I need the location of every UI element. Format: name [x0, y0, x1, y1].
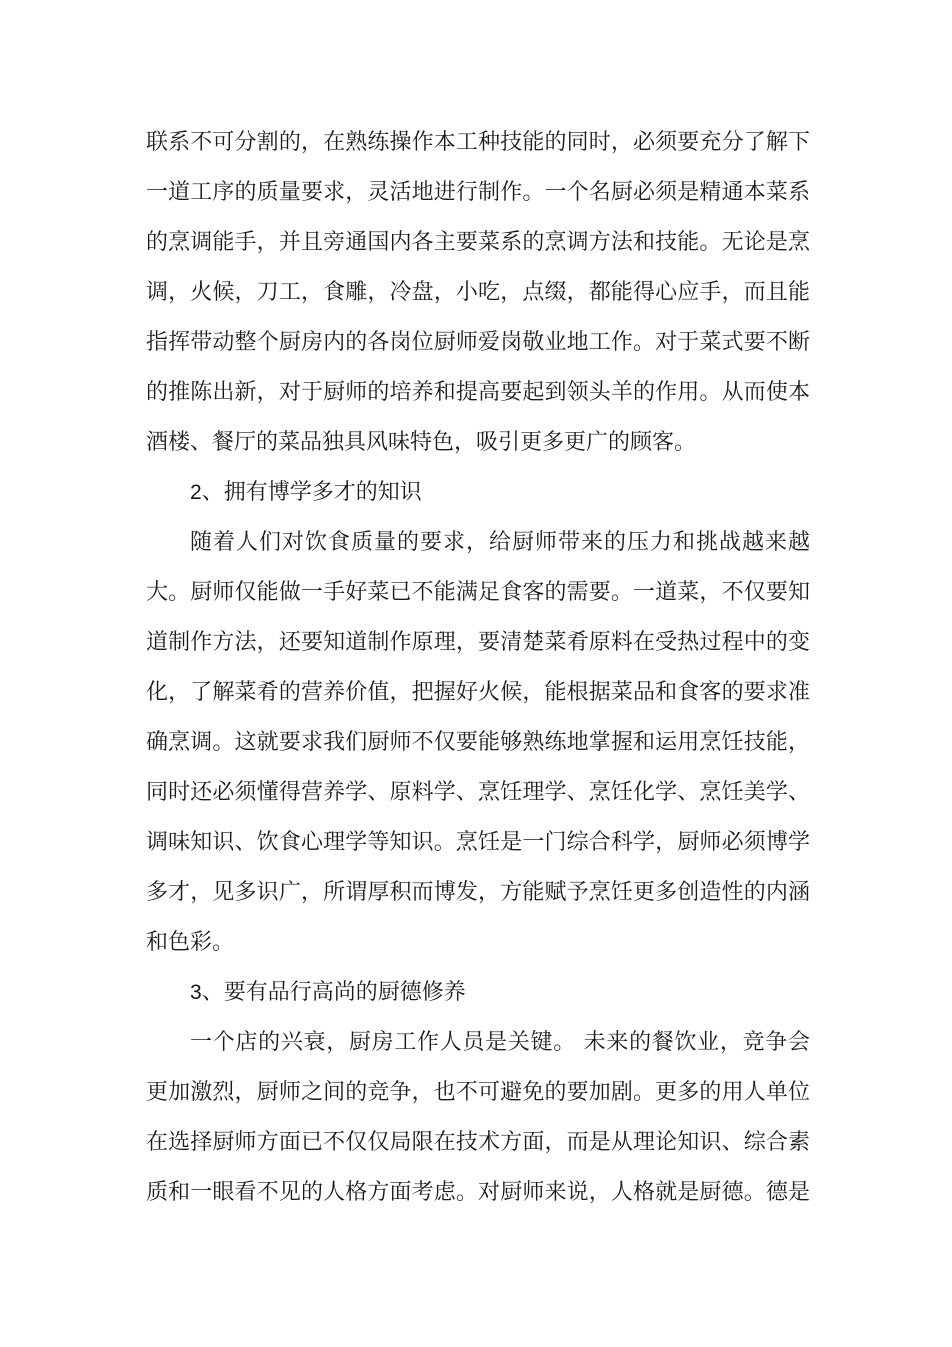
text-line: 指挥带动整个厨房内的各岗位厨师爱岗敬业地工作。对于菜式要不断 — [146, 330, 810, 355]
text-line: 在选择厨师方面已不仅仅局限在技术方面，而是从理论知识、综合素 — [146, 1130, 810, 1155]
section-title: 、拥有博学多才的知识 — [201, 480, 422, 505]
section-number: 3 — [190, 981, 202, 1004]
text-line: 同时还必须懂得营养学、原料学、烹饪理学、烹饪化学、烹饪美学、 — [146, 780, 810, 805]
text-line: 调，火候，刀工，食雕，冷盘，小吃，点缀，都能得心应手，而且能 — [146, 280, 810, 305]
text-line: 随着人们对饮食质量的要求，给厨师带来的压力和挑战越来越 — [190, 530, 810, 555]
text-line: 一道工序的质量要求，灵活地进行制作。一个名厨必须是精通本菜系 — [146, 180, 810, 205]
section-heading-2 — [146, 468, 810, 518]
text-line: 确烹调。这就要求我们厨师不仅要能够熟练地掌握和运用烹饪技能， — [146, 730, 810, 755]
document-body — [146, 118, 810, 1218]
text-line: 大。厨师仅能做一手好菜已不能满足食客的需要。一道菜，不仅要知 — [146, 580, 810, 605]
text-line: 和色彩。 — [146, 930, 235, 955]
text-line: 一个店的兴衰，厨房工作人员是关键。 未来的餐饮业，竞争会 — [190, 1030, 810, 1055]
text-line: 酒楼、餐厅的菜品独具风味特色，吸引更多更广的顾客。 — [146, 430, 697, 455]
section-heading-3 — [146, 968, 810, 1018]
text-line: 的烹调能手，并且旁通国内各主要菜系的烹调方法和技能。无论是烹 — [146, 230, 810, 255]
paragraph-intro — [146, 118, 810, 468]
text-line: 质和一眼看不见的人格方面考虑。对厨师来说，人格就是厨德。德是 — [146, 1180, 810, 1205]
text-line: 化，了解菜肴的营养价值，把握好火候，能根据菜品和食客的要求准 — [146, 680, 810, 705]
section-number: 2 — [190, 481, 202, 504]
section-title: 、要有品行高尚的厨德修养 — [201, 980, 466, 1005]
text-line: 的推陈出新，对于厨师的培养和提高要起到领头羊的作用。从而使本 — [146, 380, 810, 405]
text-line: 调味知识、饮食心理学等知识。烹饪是一门综合科学，厨师必须博学 — [146, 830, 810, 855]
text-line: 多才，见多识广，所谓厚积而博发，方能赋予烹饪更多创造性的内涵 — [146, 880, 810, 905]
paragraph-knowledge — [146, 518, 810, 968]
text-line: 联系不可分割的，在熟练操作本工种技能的同时，必须要充分了解下 — [146, 130, 810, 155]
paragraph-ethics — [146, 1018, 810, 1218]
text-line: 道制作方法，还要知道制作原理，要清楚菜肴原料在受热过程中的变 — [146, 630, 810, 655]
text-line: 更加激烈，厨师之间的竞争，也不可避免的要加剧。更多的用人单位 — [146, 1080, 810, 1105]
